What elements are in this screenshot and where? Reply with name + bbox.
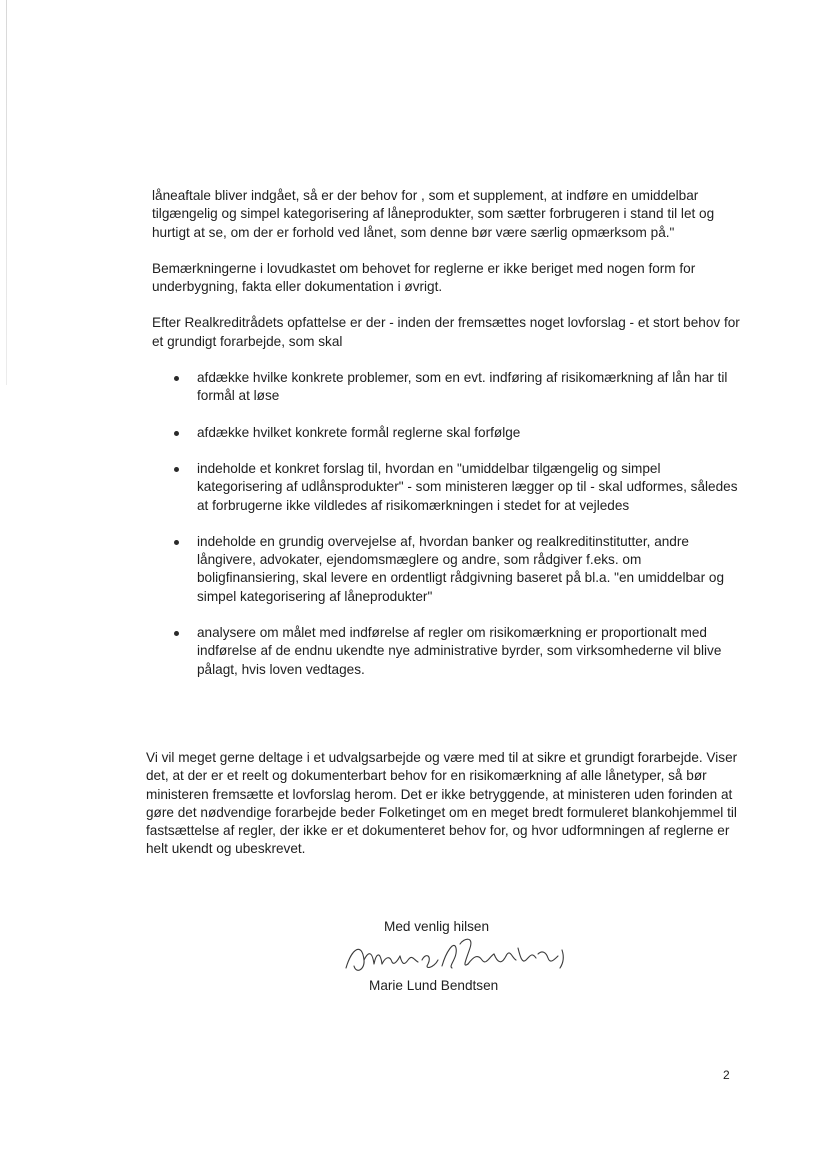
bullet-text: analysere om målet med indførelse af regler om risikomærkning er proportionalt med indførelse af de endnu ukendte nye administrative byrder, som virksomhederne vil blive pålagt, hvis loven vedtages. — [197, 625, 722, 677]
bullet-item — [152, 424, 742, 442]
page-edge-shadow — [6, 0, 7, 385]
bullet-icon — [174, 431, 179, 436]
handwritten-signature — [342, 930, 592, 980]
signer-name: Marie Lund Bendtsen — [369, 978, 499, 993]
bullet-icon — [174, 540, 179, 545]
bullet-icon — [174, 376, 179, 381]
bullet-text: afdække hvilket konkrete formål reglerne skal forfølge — [197, 424, 521, 440]
bullet-item — [152, 460, 742, 515]
bullet-item — [152, 624, 742, 679]
closing-paragraph: Vi vil meget gerne deltage i et udvalgsarbejde og være med til at sikre et grundigt forarbejde. Viser det, at der er et reelt og dokumenterbart behov for en risikomærkning af alle lånetyper, så bør ministeren fremsætte et lovforslag herom. Det er ikke betryggende, at ministeren uden forinden at gøre det nødvendige forarbejde beder Folketinget om en meget bredt formuleret blankohjemmel til fastsættelse af regler, der ikke er et dokumenteret behov for, og hvor udformningen af reglerne er helt ukendt og ubeskrevet. — [146, 750, 738, 857]
page-number: 2 — [723, 1068, 730, 1082]
paragraph: Bemærkningerne i lovudkastet om behovet for reglerne er ikke beriget med nogen form for underbygning, fakta eller dokumentation i øvrigt. — [152, 260, 696, 295]
paragraph: Efter Realkreditrådets opfattelse er der - inden der fremsættes noget lovforslag - et stort behov for et grundigt forarbejde, som skal — [152, 315, 740, 349]
bullet-icon — [174, 467, 179, 472]
bullet-text: indeholde et konkret forslag til, hvordan en "umiddelbar tilgængelig og simpel kategorisering af udlånsprodukter" - som ministeren lægger op til - skal udformes, således at forbrugerne ikke vildledes af risikomærkningen i stedet for at vejledes — [197, 460, 738, 513]
bullet-list — [152, 369, 742, 679]
bullet-item — [152, 533, 742, 606]
letter-body — [152, 187, 742, 697]
paragraph: låneaftale bliver indgået, så er der behov for , som et supplement, at indføre en umiddelbar tilgængelig og simpel kategorisering af låneprodukter, som sætter forbrugeren i stand til let og hurtigt at se, om der er forhold ved lånet, som denne bør være særlig opmærksom på." — [152, 188, 715, 240]
greeting: Med venlig hilsen — [384, 919, 490, 934]
bullet-icon — [174, 631, 179, 636]
bullet-text: indeholde en grundig overvejelse af, hvordan banker og realkreditinstitutter, andre långivere, advokater, ejendomsmæglere og andre, som rådgiver f.eks. om boligfinansiering, skal levere en ordentligt rådgivning baseret på bl.a. "en umiddelbar og simpel kategorisering af låneprodukter" — [197, 533, 725, 604]
bullet-text: afdække hvilke konkrete problemer, som en evt. indføring af risikomærkning af lån har til formål at løse — [197, 370, 728, 404]
bullet-item — [152, 369, 742, 406]
